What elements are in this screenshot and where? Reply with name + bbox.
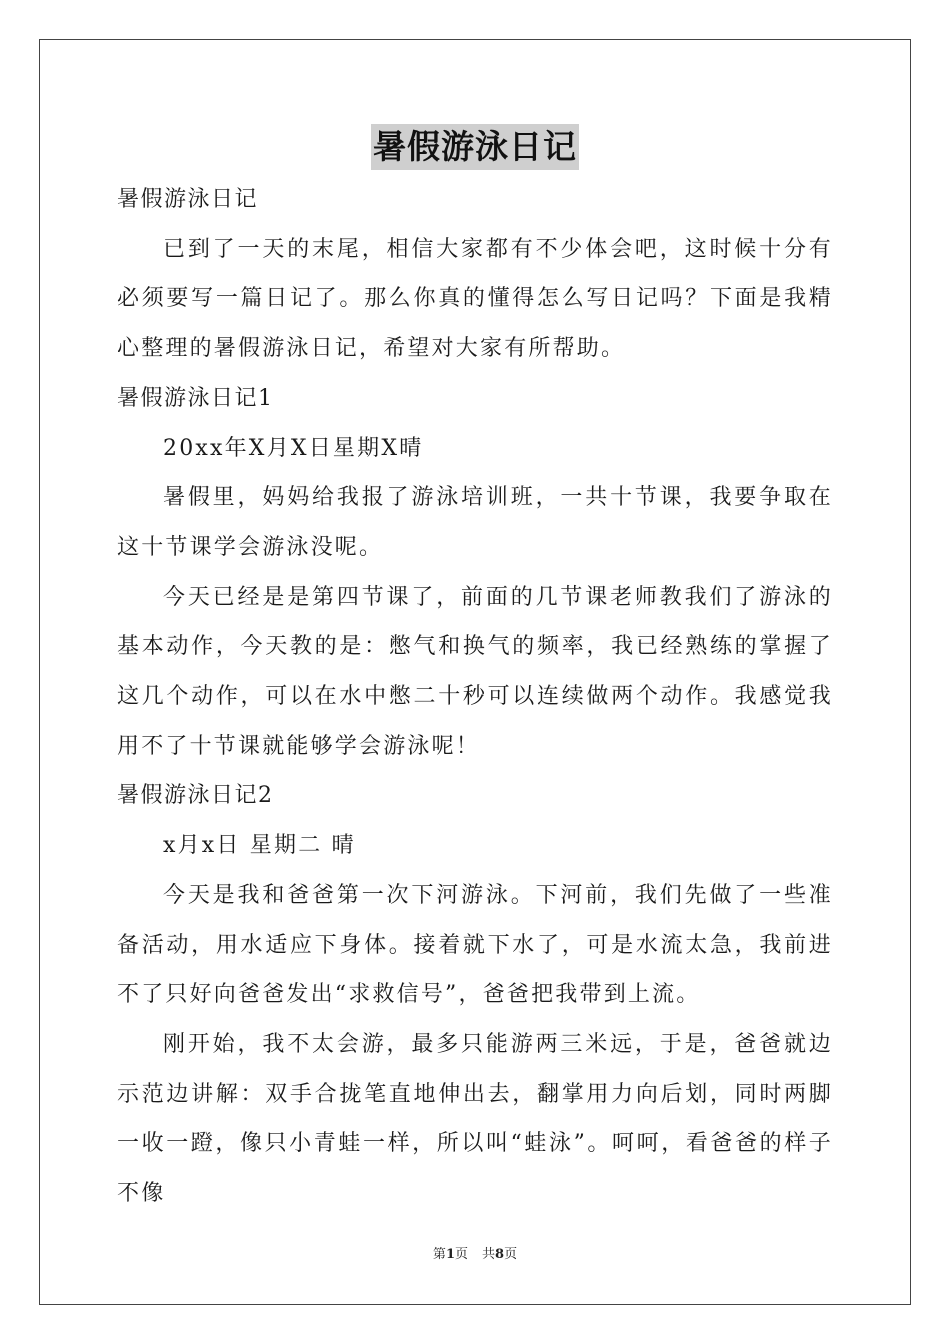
diary-date-line: 20xx年X月X日星期X晴 [163,435,424,461]
document-title: 暑假游泳日记 [371,124,579,170]
page-total-prefix: 共 [482,1247,496,1262]
paragraph: 刚开始，我不太会游，最多只能游两三米远，于是，爸爸就边示范边讲解：双手合拢笔直地伸出去，翻掌用力向后划，同时两脚一收一蹬，像只小青蛙一样，所以叫“蛙泳”。呵呵，看爸爸的样子不像 [117,1031,833,1207]
page-number-current: 1 [445,1247,455,1262]
page-footer [0,1243,950,1262]
diary-date-line: x月x日 星期二 晴 [163,833,356,859]
page-number-prefix: 第 [432,1247,446,1262]
page-total-suffix: 页 [504,1247,518,1262]
paragraph: 今天是我和爸爸第一次下河游泳。下河前，我们先做了一些准备活动，用水适应下身体。接着就下水了，可是水流太急，我前进不了只好向爸爸发出“求救信号”，爸爸把我带到上流。 [117,882,833,1008]
paragraph: 今天已经是是第四节课了，前面的几节课老师教我们了游泳的基本动作，今天教的是：憋气和换气的频率，我已经熟练的掌握了这几个动作，可以在水中憋二十秒可以连续做两个动作。我感觉我用不了十节课就能够学会游泳呢！ [117,584,833,759]
document-body [117,175,833,1219]
paragraph: 已到了一天的末尾，相信大家都有不少体会吧，这时候十分有必须要写一篇日记了。那么你真的懂得怎么写日记吗？下面是我精心整理的暑假游泳日记，希望对大家有所帮助。 [117,236,833,362]
section-heading: 暑假游泳日记1 [117,385,274,411]
section-heading: 暑假游泳日记2 [117,783,274,809]
title-wrap [0,124,950,170]
page-total: 8 [495,1247,505,1262]
page-number-suffix: 页 [454,1247,468,1262]
paragraph: 暑假里，妈妈给我报了游泳培训班，一共十节课，我要争取在这十节课学会游泳没呢。 [117,485,833,560]
section-heading: 暑假游泳日记 [117,187,259,212]
